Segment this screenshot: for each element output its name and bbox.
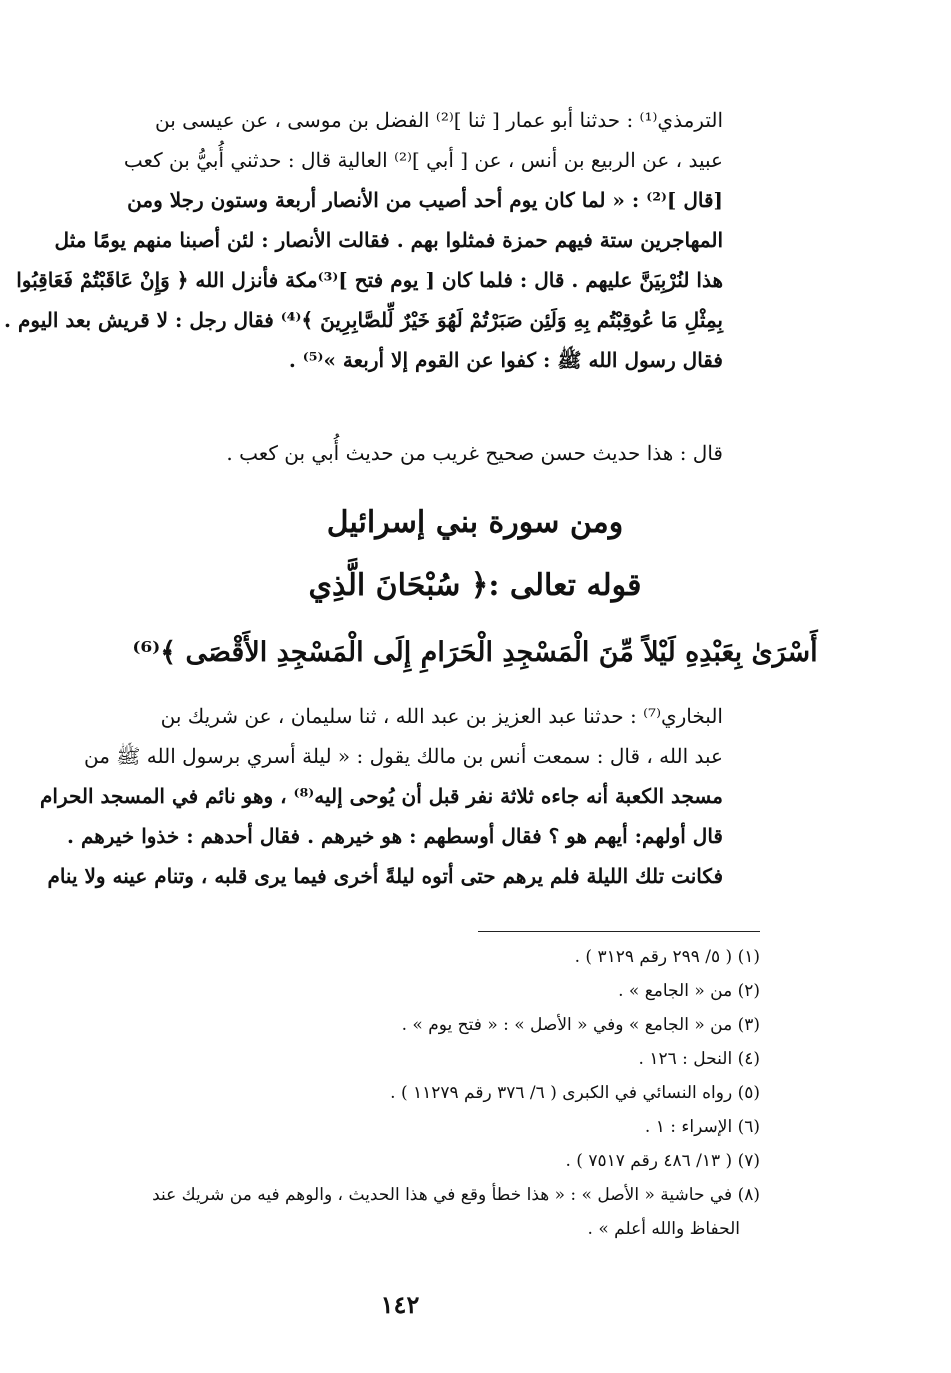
footnotes bbox=[35, 940, 760, 1270]
text-line: فقال رسول الله ﷺ : كفوا عن القوم إلا أربعة »⁽⁵⁾ . bbox=[288, 348, 723, 372]
top-paragraph bbox=[4, 100, 723, 390]
text-line: [قال ]⁽²⁾ : « لما كان يوم أحد أصيب من الأنصار أربعة وستون رجلا ومن bbox=[127, 188, 723, 212]
text-line: عبيد ، عن الربيع بن أنس ، عن [ أبي ]⁽²⁾ العالية قال : حدثني أُبيُّ بن كعب bbox=[123, 148, 723, 172]
surah-heading-text: ومن سورة بني إسرائيل bbox=[326, 505, 624, 540]
text-line: المهاجرين ستة فيهم حمزة فمثلوا بهم . فقالت الأنصار : لئن أصبنا منهم يومًا مثل bbox=[54, 228, 723, 252]
text-line: هذا لنُرْبِيَنَّ عليهم . قال : فلما كان [ يوم فتح ]⁽³⁾مكة فأنزل الله ﴿ وَإِنْ عَاقَبْتُمْ فَعَاقِبُوا bbox=[16, 268, 723, 292]
footnote: الحفاظ والله أعلم » . bbox=[587, 1219, 740, 1239]
page-number: ١٤٢ bbox=[380, 1290, 420, 1319]
text-line: فكانت تلك الليلة فلم يرهم حتى أتوه ليلةً أخرى فيما يرى قلبه ، وتنام عينه ولا ينام bbox=[47, 864, 723, 888]
verse-heading-line1 bbox=[35, 560, 915, 612]
verse-heading-text: قوله تعالى :﴿ سُبْحَانَ الَّذِي bbox=[308, 568, 642, 603]
footnote: (٨) في حاشية « الأصل » : « هذا خطأ وقع في هذا الحديث ، والوهم فيه من شريك عند bbox=[152, 1185, 760, 1205]
surah-heading bbox=[35, 497, 915, 549]
footnote: (٢) من « الجامع » . bbox=[618, 981, 760, 1001]
text-line: البخاري⁽⁷⁾ : حدثنا عبد العزيز بن عبد الله ، ثنا سليمان ، عن شريك بن bbox=[160, 704, 723, 728]
verse-text: أَسْرَىٰ بِعَبْدِهِ لَيْلاً مِّنَ الْمَسْجِدِ الْحَرَامِ إِلَى الْمَسْجِدِ الأَقْصَى ﴾⁽⁶⁾ bbox=[132, 637, 818, 668]
text-line: مسجد الكعبة أنه جاءه ثلاثة نفر قبل أن يُوحى إليه⁽⁸⁾ ، وهو نائم في المسجد الحرام bbox=[40, 784, 723, 808]
footnote: (٥) رواه النسائي في الكبرى ( ٦/ ٣٧٦ رقم ١١٢٧٩ ) . bbox=[390, 1083, 760, 1103]
footnote: (١) ( ٥/ ٢٩٩ رقم ٣١٢٩ ) . bbox=[574, 947, 760, 967]
second-paragraph bbox=[35, 696, 723, 906]
hadith-comment bbox=[35, 433, 723, 473]
text-line: بِمِثْلِ مَا عُوقِبْتُم بِهِ وَلَئِن صَبَرْتُمْ لَهُوَ خَيْرٌ لِّلصَّابِرِينَ ﴾⁽⁴⁾ فقال رجل : لا قريش بعد اليوم . bbox=[4, 308, 723, 332]
footnote-separator bbox=[478, 931, 760, 932]
text-line: عبد الله ، قال : سمعت أنس بن مالك يقول : « ليلة أسري برسول الله ﷺ من bbox=[83, 744, 723, 768]
footnote: (٧) ( ١٣/ ٤٨٦ رقم ٧٥١٧ ) . bbox=[565, 1151, 760, 1171]
footnote: (٦) الإسراء : ١ . bbox=[644, 1117, 760, 1137]
text-line: الترمذي⁽¹⁾ : حدثنا أبو عمار [ ثنا ]⁽²⁾ الفضل بن موسى ، عن عيسى بن bbox=[154, 108, 723, 132]
verse-heading-line2 bbox=[35, 627, 915, 679]
footnote: (٤) النحل : ١٢٦ . bbox=[638, 1049, 760, 1069]
footnote: (٣) من « الجامع » وفي « الأصل » : « فتح يوم » . bbox=[401, 1015, 760, 1035]
text-line: قال أولهم: أيهم هو ؟ فقال أوسطهم : هو خيرهم . فقال أحدهم : خذوا خيرهم . bbox=[67, 824, 723, 848]
comment-line: قال : هذا حديث حسن صحيح غريب من حديث أُبي بن كعب . bbox=[226, 441, 723, 465]
